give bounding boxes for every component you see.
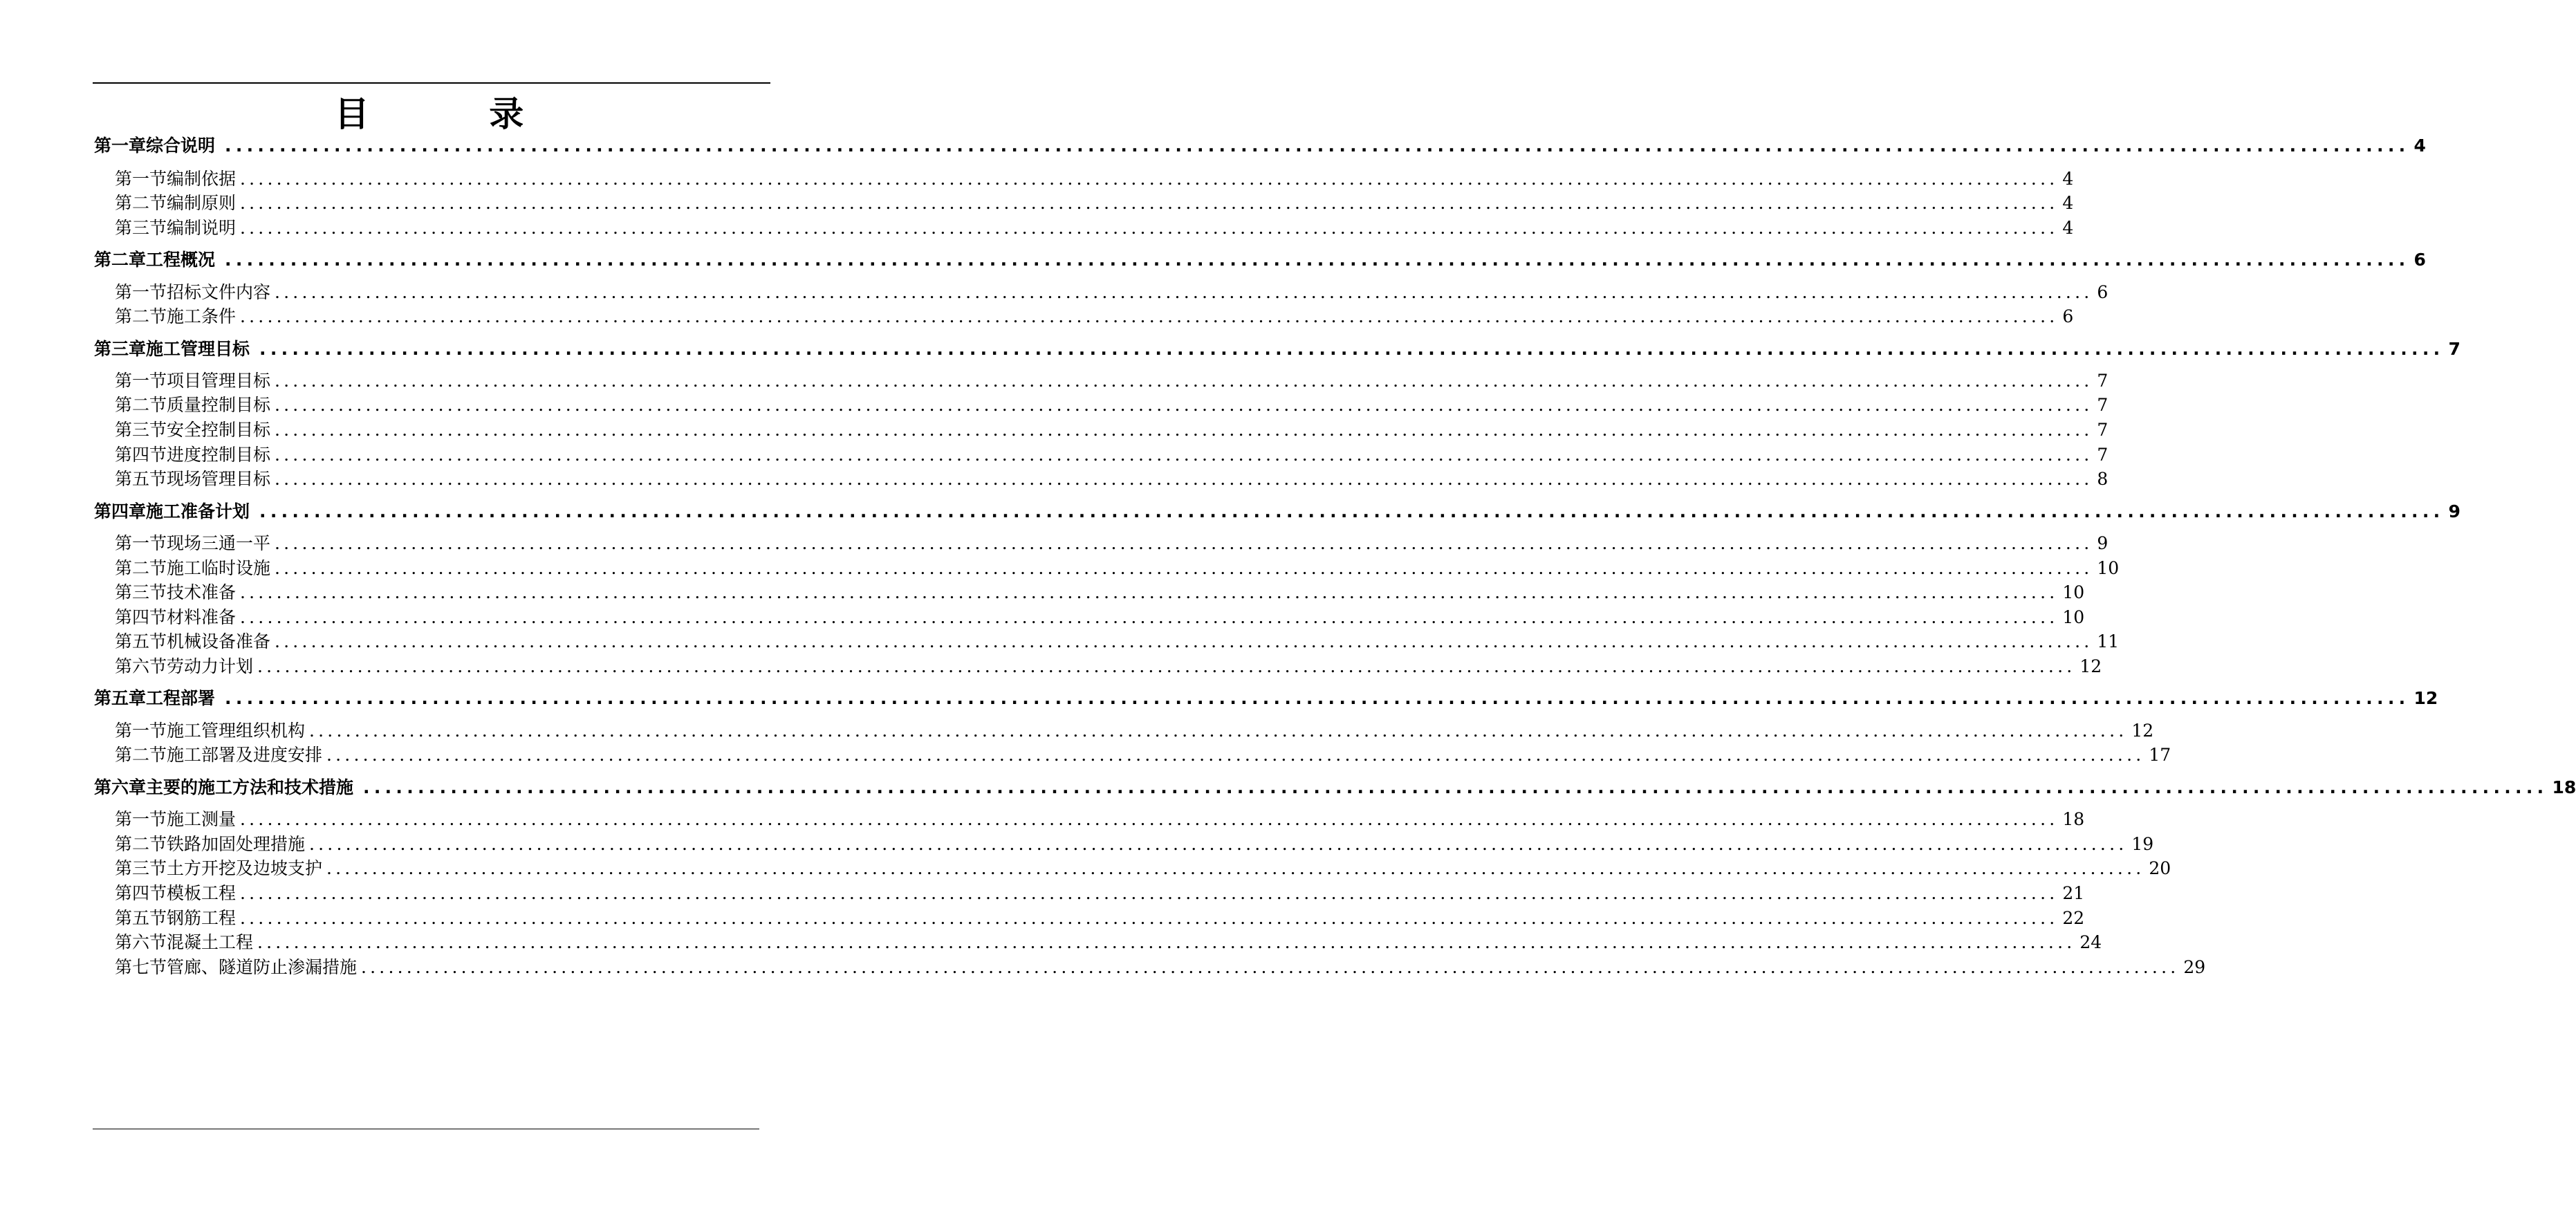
toc-section-entry[interactable] <box>115 955 2206 980</box>
toc-entry-label: 第二节质量控制目标 <box>115 395 271 415</box>
toc-entry-label: 第一节施工测量 <box>115 809 237 829</box>
toc-entry-page-number: 4 <box>2413 136 2426 156</box>
toc-section-entry[interactable] <box>115 906 2085 931</box>
toc-entry-label: 第三章施工管理目标 <box>94 339 250 359</box>
toc-chapter-entry[interactable] <box>94 499 2461 524</box>
toc-section-entry[interactable] <box>115 580 2085 605</box>
toc-entry-label: 第四节材料准备 <box>115 607 237 627</box>
toc-dot-leader: ........................................................................................................................................................................................................ <box>240 582 2059 602</box>
toc-section-entry[interactable] <box>115 216 2074 241</box>
toc-entry-label: 第二节编制原则 <box>115 193 237 213</box>
toc-dot-leader: ........................................................................................................................................................................................................ <box>326 858 2145 878</box>
toc-entry-label: 第四章施工准备计划 <box>94 501 250 521</box>
toc-dot-leader: ........................................................................................................................................................................................................ <box>240 306 2059 326</box>
toc-entry-page-number: 7 <box>2097 445 2109 465</box>
toc-section-entry[interactable] <box>115 418 2109 443</box>
toc-entry-label: 第四节模板工程 <box>115 883 237 903</box>
toc-section-entry[interactable] <box>115 369 2109 393</box>
toc-section-entry[interactable] <box>115 443 2109 467</box>
toc-section-entry[interactable] <box>115 167 2074 192</box>
toc-entry-page-number: 18 <box>2552 777 2576 797</box>
toc-section-entry[interactable] <box>115 393 2109 418</box>
toc-entry-page-number: 7 <box>2448 339 2461 359</box>
toc-section-entry[interactable] <box>115 743 2171 768</box>
toc-dot-leader: ........................................................................................................................................................................................................ <box>309 721 2128 741</box>
toc-entry-page-number: 11 <box>2097 631 2120 651</box>
toc-section-entry[interactable] <box>115 304 2074 329</box>
toc-entry-page-number: 22 <box>2062 908 2085 928</box>
toc-entry-page-number: 24 <box>2079 932 2102 952</box>
toc-entry-label: 第六节劳动力计划 <box>115 656 254 676</box>
toc-chapter-entry[interactable] <box>94 775 2576 800</box>
toc-chapter-entry[interactable] <box>94 686 2438 711</box>
toc-dot-leader: ........................................................................................................................................................................................................ <box>275 631 2093 651</box>
toc-entry-label: 第一节施工管理组织机构 <box>115 721 306 741</box>
toc-section-entry[interactable] <box>115 654 2102 679</box>
page-title: 目 录 <box>334 94 578 134</box>
toc-dot-leader: ........................................................................................................................................................................................................ <box>225 688 2410 708</box>
toc-entry-page-number: 7 <box>2097 420 2109 440</box>
toc-chapter-entry[interactable] <box>94 248 2426 272</box>
toc-entry-label: 第六节混凝土工程 <box>115 932 254 952</box>
toc-dot-leader: ........................................................................................................................................................................................................ <box>225 250 2410 270</box>
toc-entry-page-number: 4 <box>2062 193 2074 213</box>
toc-dot-leader: ........................................................................................................................................................................................................ <box>309 834 2128 854</box>
toc-dot-leader: ........................................................................................................................................................................................................ <box>240 607 2059 627</box>
toc-section-entry[interactable] <box>115 280 2109 305</box>
toc-entry-page-number: 6 <box>2413 250 2426 270</box>
toc-dot-leader: ........................................................................................................................................................................................................ <box>240 883 2059 903</box>
toc-entry-page-number: 10 <box>2062 582 2085 602</box>
toc-chapter-entry[interactable] <box>94 337 2461 362</box>
toc-entry-label: 第二节铁路加固处理措施 <box>115 834 306 854</box>
toc-entry-page-number: 6 <box>2097 282 2109 302</box>
toc-entry-label: 第二节施工部署及进度安排 <box>115 745 323 765</box>
toc-dot-leader: ........................................................................................................................................................................................................ <box>240 193 2059 213</box>
toc-dot-leader: ........................................................................................................................................................................................................ <box>275 469 2093 489</box>
toc-entry-page-number: 10 <box>2062 607 2085 627</box>
toc-section-entry[interactable] <box>115 856 2171 881</box>
toc-dot-leader: ........................................................................................................................................................................................................ <box>240 908 2059 928</box>
toc-entry-label: 第三节编制说明 <box>115 218 237 238</box>
toc-section-entry[interactable] <box>115 719 2154 743</box>
toc-section-entry[interactable] <box>115 556 2120 581</box>
toc-entry-page-number: 6 <box>2062 306 2074 326</box>
toc-section-entry[interactable] <box>115 191 2074 216</box>
toc-entry-page-number: 19 <box>2131 834 2154 854</box>
toc-entry-page-number: 17 <box>2149 745 2171 765</box>
toc-dot-leader: ........................................................................................................................................................................................................ <box>259 339 2445 359</box>
toc-entry-page-number: 12 <box>2079 656 2102 676</box>
toc-entry-label: 第三节技术准备 <box>115 582 237 602</box>
toc-section-entry[interactable] <box>115 832 2154 857</box>
toc-entry-label: 第二节施工条件 <box>115 306 237 326</box>
toc-entry-page-number: 21 <box>2062 883 2085 903</box>
toc-dot-leader: ........................................................................................................................................................................................................ <box>275 533 2093 553</box>
toc-dot-leader: ........................................................................................................................................................................................................ <box>275 282 2093 302</box>
toc-section-entry[interactable] <box>115 605 2085 630</box>
toc-entry-label: 第一节项目管理目标 <box>115 371 271 391</box>
toc-entry-label: 第一节现场三通一平 <box>115 533 271 553</box>
toc-entry-label: 第一节招标文件内容 <box>115 282 271 302</box>
toc-entry-label: 第五节机械设备准备 <box>115 631 271 651</box>
toc-chapter-entry[interactable] <box>94 133 2426 158</box>
toc-section-entry[interactable] <box>115 807 2085 832</box>
toc-entry-label: 第六章主要的施工方法和技术措施 <box>94 777 354 797</box>
toc-dot-leader: ........................................................................................................................................................................................................ <box>275 558 2093 578</box>
toc-dot-leader: ........................................................................................................................................................................................................ <box>275 371 2093 391</box>
toc-dot-leader: ........................................................................................................................................................................................................ <box>225 136 2410 156</box>
toc-entry-page-number: 7 <box>2097 371 2109 391</box>
toc-dot-leader: ........................................................................................................................................................................................................ <box>240 169 2059 189</box>
toc-dot-leader: ........................................................................................................................................................................................................ <box>275 395 2093 415</box>
toc-entry-label: 第一章综合说明 <box>94 136 216 156</box>
toc-entry-page-number: 10 <box>2097 558 2120 578</box>
toc-section-entry[interactable] <box>115 629 2120 654</box>
toc-entry-page-number: 12 <box>2413 688 2438 708</box>
toc-entry-page-number: 9 <box>2097 533 2109 553</box>
toc-dot-leader: ........................................................................................................................................................................................................ <box>240 218 2059 238</box>
toc-entry-label: 第五节钢筋工程 <box>115 908 237 928</box>
toc-entry-label: 第一节编制依据 <box>115 169 237 189</box>
toc-entry-page-number: 7 <box>2097 395 2109 415</box>
toc-section-entry[interactable] <box>115 881 2085 906</box>
toc-dot-leader: ........................................................................................................................................................................................................ <box>326 745 2145 765</box>
toc-entry-label: 第三节安全控制目标 <box>115 420 271 440</box>
toc-entry-label: 第五章工程部署 <box>94 688 216 708</box>
toc-entry-label: 第二章工程概况 <box>94 250 216 270</box>
toc-entry-label: 第五节现场管理目标 <box>115 469 271 489</box>
toc-entry-page-number: 4 <box>2062 218 2074 238</box>
toc-entry-page-number: 20 <box>2149 858 2171 878</box>
toc-entry-label: 第七节管廊、隧道防止渗漏措施 <box>115 957 358 977</box>
toc-entry-page-number: 29 <box>2183 957 2206 977</box>
toc-section-entry[interactable] <box>115 930 2102 955</box>
toc-dot-leader: ........................................................................................................................................................................................................ <box>275 445 2093 465</box>
toc-dot-leader: ........................................................................................................................................................................................................ <box>259 501 2445 521</box>
toc-entry-label: 第二节施工临时设施 <box>115 558 271 578</box>
toc-dot-leader: ........................................................................................................................................................................................................ <box>257 656 2076 676</box>
toc-dot-leader: ........................................................................................................................................................................................................ <box>363 777 2548 797</box>
toc-section-entry[interactable] <box>115 467 2109 492</box>
toc-entry-page-number: 12 <box>2131 721 2154 741</box>
toc-section-entry[interactable] <box>115 531 2109 556</box>
toc-entry-page-number: 8 <box>2097 469 2109 489</box>
toc-entry-page-number: 4 <box>2062 169 2074 189</box>
toc-dot-leader: ........................................................................................................................................................................................................ <box>257 932 2076 952</box>
toc-dot-leader: ........................................................................................................................................................................................................ <box>275 420 2093 440</box>
toc-entry-page-number: 18 <box>2062 809 2085 829</box>
toc-dot-leader: ........................................................................................................................................................................................................ <box>361 957 2180 977</box>
toc-dot-leader: ........................................................................................................................................................................................................ <box>240 809 2059 829</box>
toc-entry-label: 第三节土方开挖及边坡支护 <box>115 858 323 878</box>
toc-entry-page-number: 9 <box>2448 501 2461 521</box>
toc-entry-label: 第四节进度控制目标 <box>115 445 271 465</box>
